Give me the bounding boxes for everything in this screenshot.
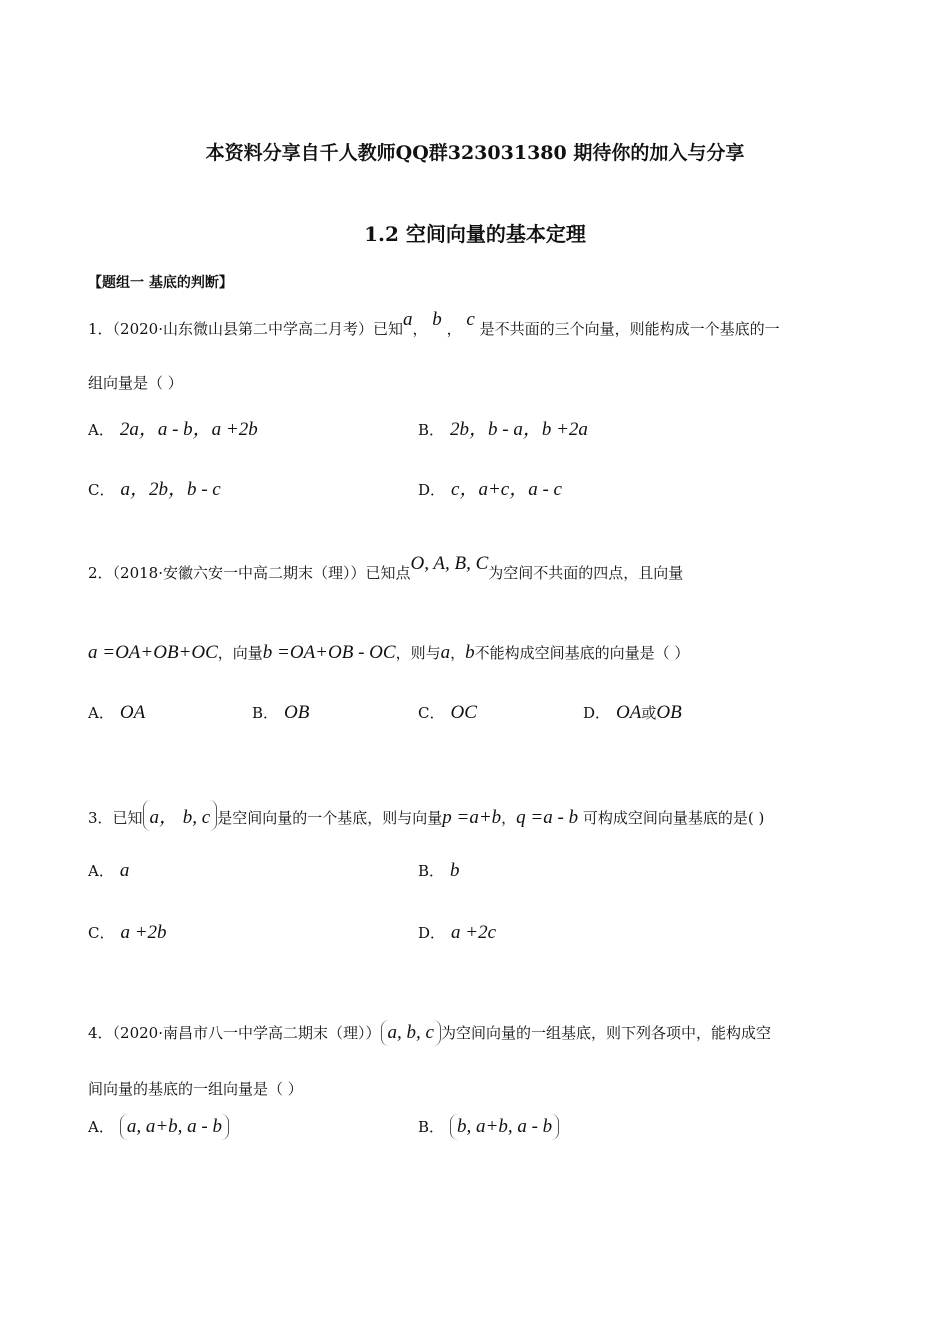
q4-basis-set: a, b, c [381,1020,441,1046]
q3-end: 可构成空间向量基底的是( ) [582,809,765,827]
q2-stem-line1 [88,553,684,584]
q2-mid3: ， [450,644,466,662]
q1-option-d-text: c，a+c，a - c [451,479,562,500]
q1-stem-line1 [88,309,780,340]
q3-prefix: 3．已知 [88,809,143,827]
q3-mid: 是空间向量的一个基底，则与向量 [217,809,443,827]
q1-option-a-label: A． [88,421,114,439]
q3-option-b-label: B． [418,862,445,880]
q3-option-a-text: a [119,860,130,881]
q1-option-c[interactable] [88,474,221,501]
q3-option-d-label: D． [418,924,446,942]
q2-stem-line2 [88,642,689,664]
q4-option-b[interactable] [418,1114,559,1140]
q3-stem [88,800,764,831]
q4-option-a-text: a, a+b, a - b [120,1114,229,1140]
q4-option-a-label: A． [88,1118,114,1136]
q1-vector-b: b [432,309,442,330]
q3-option-a[interactable] [88,860,129,882]
q3-vector-p: p =a+b [442,807,502,828]
q1-option-d-label: D． [418,481,446,499]
q2-option-d-text: OA [616,702,642,723]
q4-stem-line2: 间向量的基底的一组向量是（ ） [88,1080,303,1098]
q1-option-d[interactable] [418,474,562,501]
q4-prefix: 4．（2020·南昌市八一中学高二期末（理）） [88,1024,381,1042]
page-title: 1.2 空间向量的基本定理 [364,222,586,246]
q4-suffix: 为空间向量的一组基底，则下列各项中，能构成空 [440,1024,771,1042]
q2-vector-a: a [440,642,451,663]
q1-option-b-text: 2b，b - a，b +2a [450,419,588,440]
q3-option-c-label: C． [88,924,115,942]
q3-option-a-label: A． [88,862,114,880]
source-banner: 本资料分享自千人教师QQ群323031380 期待你的加入与分享 [205,142,745,164]
q2-prefix: 2．（2018·安徽六安一中高二期末（理））已知点 [88,564,411,582]
q1-option-a[interactable] [88,414,258,441]
q1-option-c-label: C． [88,481,115,499]
q2-option-d-label: D． [583,704,611,722]
q1-option-c-text: a，2b，b - c [120,479,221,500]
q2-option-d-text2: OB [656,702,682,723]
q2-expr-a: a =OA+OB+OC [88,642,218,663]
q1-prefix: 1．（2020·山东微山县第二中学高二月考）已知 [88,320,403,338]
q2-option-d-or: 或 [641,704,657,722]
q3-vector-q: q =a - b [516,807,579,828]
q2-points: O, A, B, C [410,553,489,574]
q1-stem-line2: 组向量是（ ） [88,374,183,392]
q2-suffix: 为空间不共面的四点，且向量 [488,564,684,582]
q2-end: 不能构成空间基底的向量是（ ） [474,644,690,662]
q4-option-b-label: B． [418,1118,445,1136]
q1-option-a-text: 2a，a - b，a +2b [119,419,258,440]
q2-expr-b: b =OA+OB - OC [262,642,396,663]
section-heading: 【题组一 基底的判断】 [88,275,233,291]
q2-option-d[interactable] [583,702,682,724]
q2-option-c-label: C． [418,704,445,722]
q1-option-b-label: B． [418,421,445,439]
q3-sep: ， [501,809,517,827]
q3-option-c-text: a +2b [120,922,167,943]
q4-option-a[interactable] [88,1114,229,1140]
q2-mid1: ，向量 [217,644,263,662]
q2-option-b-label: B． [252,704,279,722]
q3-basis-set: a， b, c [143,800,218,831]
q3-option-d-text: a +2c [451,922,497,943]
q1-vector-a: a [403,309,413,330]
q3-option-b[interactable] [418,860,460,882]
q2-option-c-text: OC [450,702,477,723]
q2-option-a[interactable] [88,702,145,724]
q4-option-b-text: b, a+b, a - b [450,1114,559,1140]
q1-sep2: ， [446,320,462,338]
q2-vector-b: b [465,642,475,663]
q2-option-a-text: OA [119,702,146,723]
q3-option-b-text: b [450,860,460,881]
q2-option-a-label: A． [88,704,114,722]
q1-vector-c: c [466,309,475,330]
q2-option-b-text: OB [284,702,310,723]
q2-mid2: ，则与 [395,644,441,662]
q4-stem-line1 [88,1020,771,1046]
q1-option-b[interactable] [418,414,588,441]
q2-option-c[interactable] [418,702,477,724]
q1-suffix: 是不共面的三个向量，则能构成一个基底的一 [479,320,780,338]
q3-option-c[interactable] [88,922,167,944]
q1-sep1: ， [412,320,428,338]
q2-option-b[interactable] [252,702,309,724]
q3-option-d[interactable] [418,922,496,944]
